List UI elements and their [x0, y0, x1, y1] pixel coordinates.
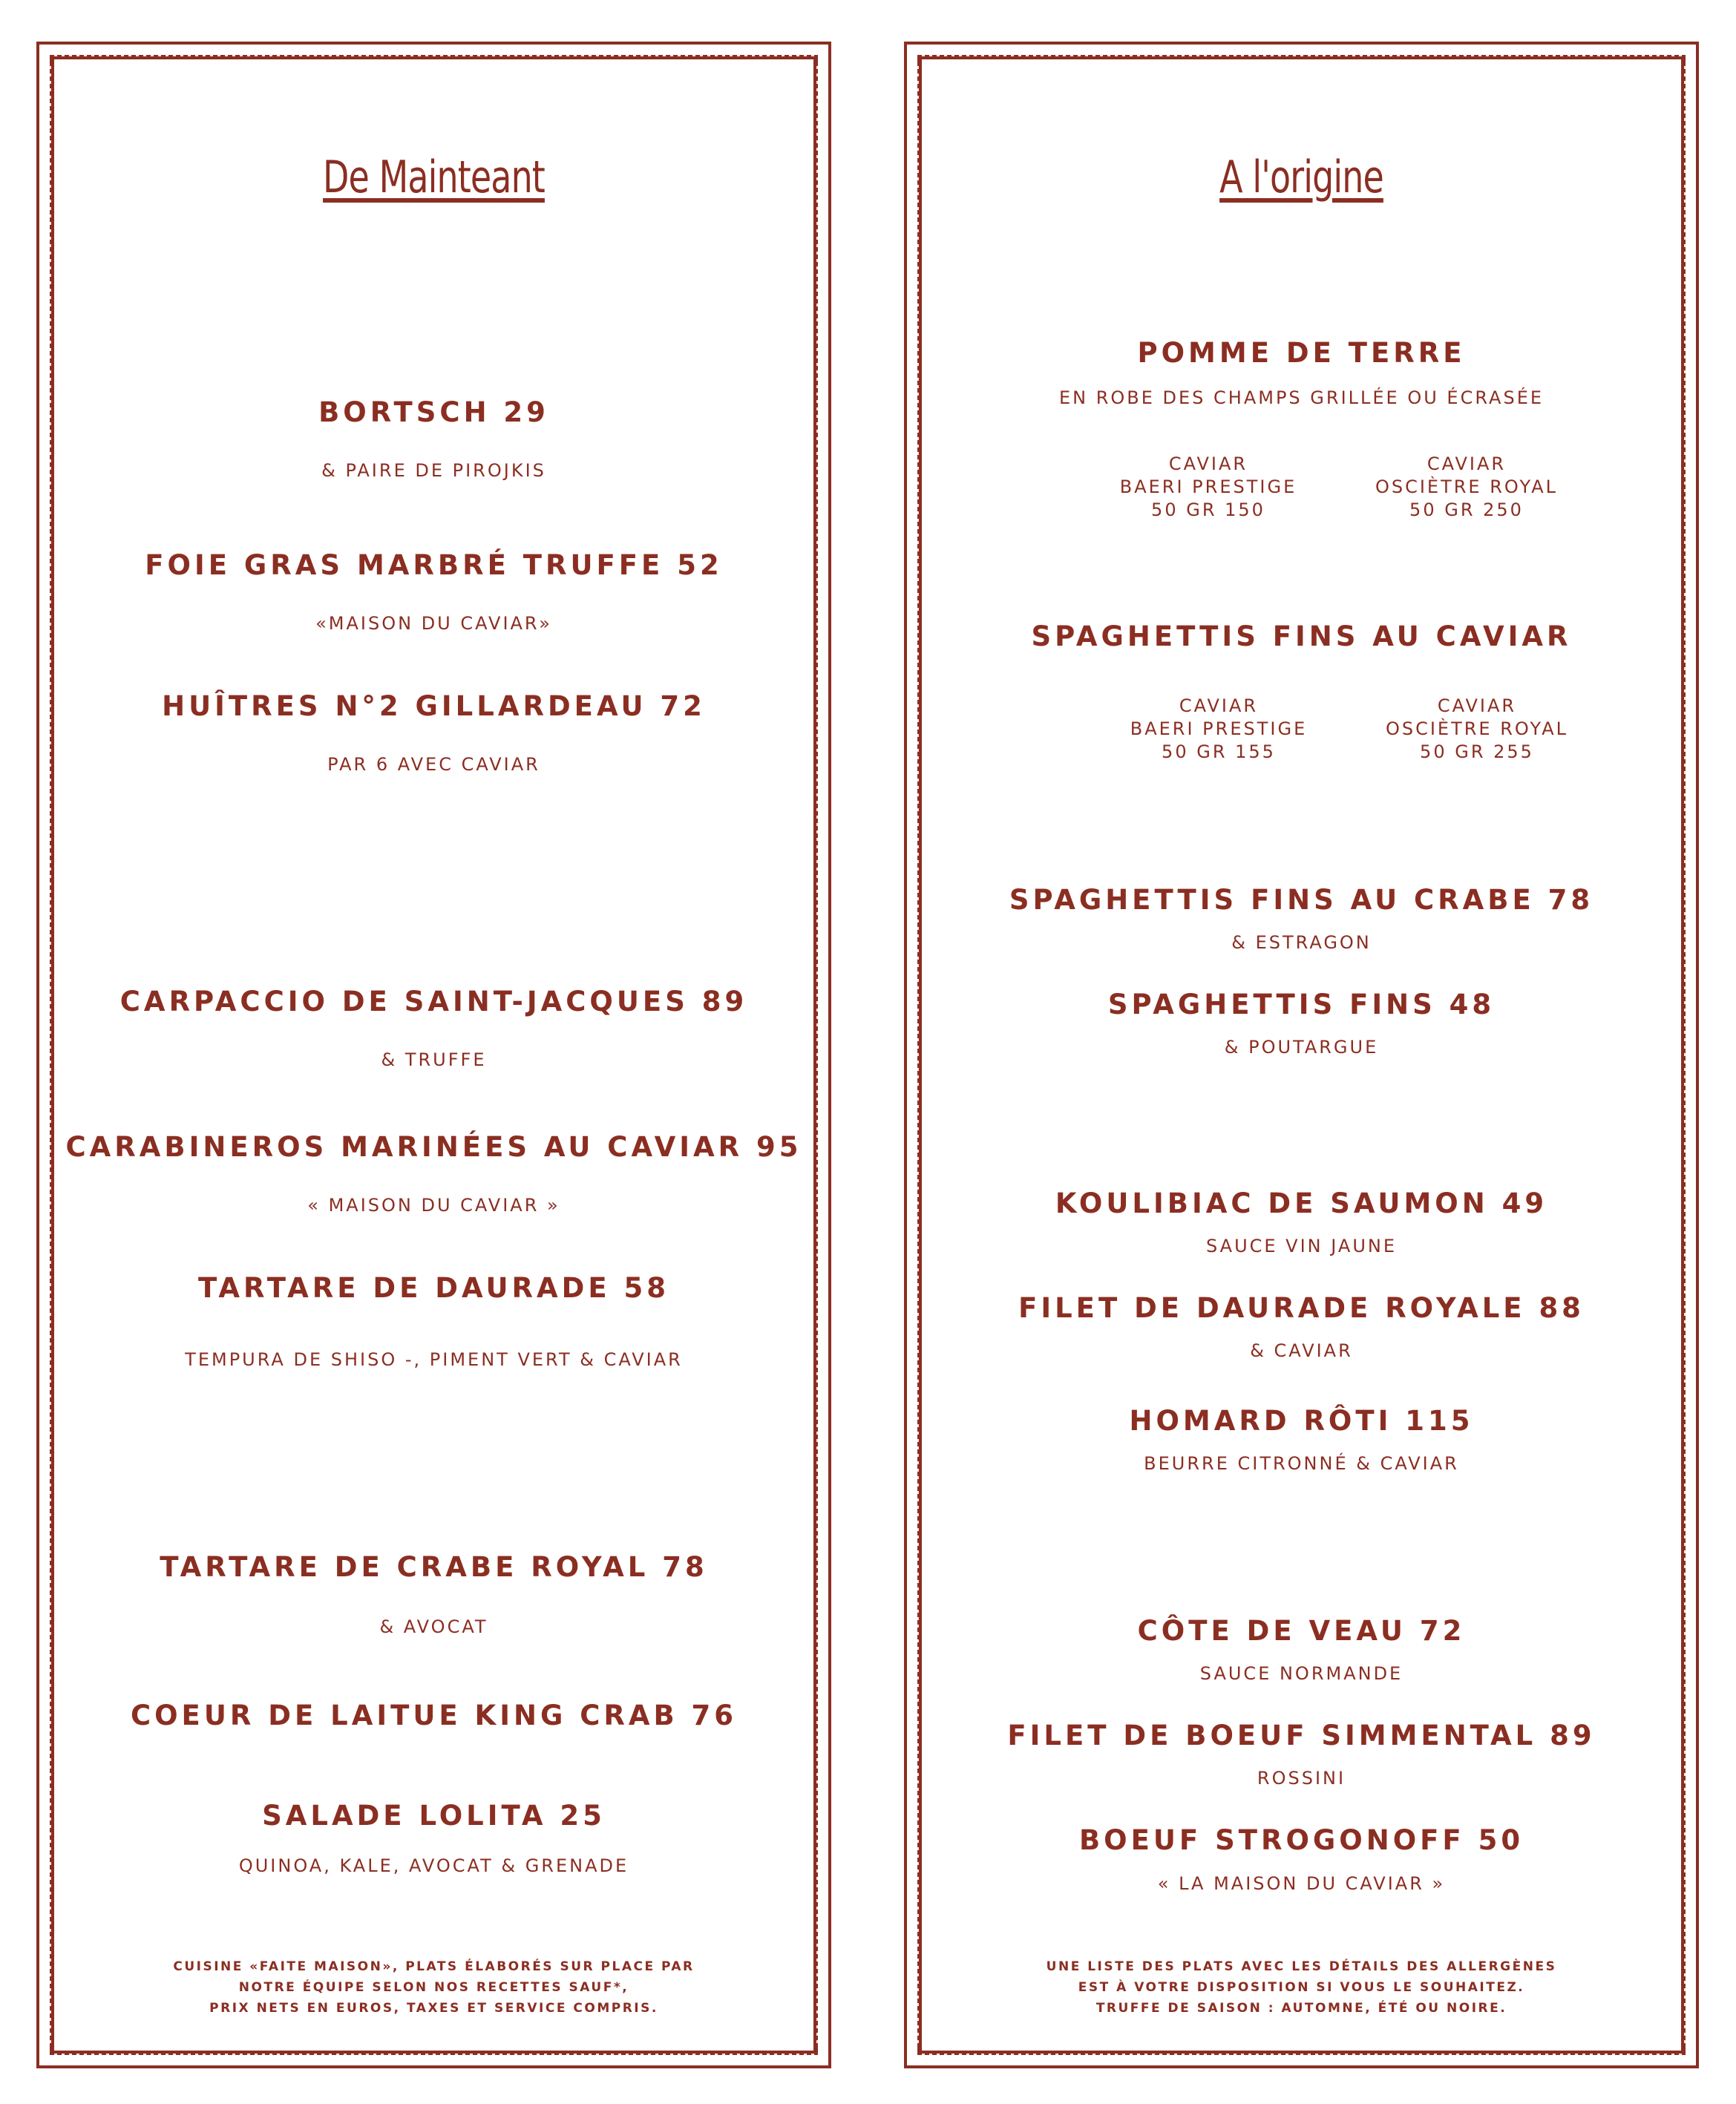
menu-item-name: SALADE LOLITA 25 [262, 1800, 606, 1832]
menu-item-name: COEUR DE LAITUE KING CRAB 76 [130, 1700, 738, 1731]
menu-item-name: POMME DE TERRE [1137, 337, 1466, 369]
footer-line: NOTRE ÉQUIPE SELON NOS RECETTES SAUF*, [238, 1980, 629, 1995]
menu-item-name: SPAGHETTIS FINS AU CRABE 78 [1009, 884, 1594, 916]
menu-item-desc: PAR 6 AVEC CAVIAR [327, 754, 540, 775]
section-title: A l'origine [1219, 151, 1383, 203]
menu-item-name: CARPACCIO DE SAINT-JACQUES 89 [119, 986, 748, 1017]
menu-item-desc: «MAISON DU CAVIAR» [315, 613, 552, 634]
menu-item-desc: & AVOCAT [379, 1616, 488, 1637]
footer-line: EST À VOTRE DISPOSITION SI VOUS LE SOUHAITEZ. [1078, 1980, 1525, 1995]
menu-item-name: KOULIBIAC DE SAUMON 49 [1055, 1187, 1548, 1219]
menu-item-desc: & POUTARGUE [1224, 1037, 1379, 1058]
menu-item-desc: & TRUFFE [381, 1049, 487, 1070]
option-line: BAERI PRESTIGE [1130, 718, 1308, 739]
menu-item-name: FOIE GRAS MARBRÉ TRUFFE 52 [145, 549, 723, 581]
option-line: CAVIAR [1437, 695, 1517, 716]
section-title: De Mainteant [323, 151, 545, 203]
right-menu-panel [904, 42, 1699, 2068]
menu-item-desc: & CAVIAR [1250, 1340, 1353, 1361]
menu-item-name: HUÎTRES N°2 GILLARDEAU 72 [162, 690, 706, 722]
footer-line: TRUFFE DE SAISON : AUTOMNE, ÉTÉ OU NOIRE. [1095, 2001, 1507, 2016]
menu-item-name: CARABINEROS MARINÉES AU CAVIAR 95 [65, 1131, 802, 1163]
menu-item-desc: « LA MAISON DU CAVIAR » [1157, 1873, 1446, 1894]
menu-item-name: TARTARE DE DAURADE 58 [197, 1272, 670, 1304]
option-line: BAERI PRESTIGE [1119, 476, 1297, 497]
menu-item-name: FILET DE DAURADE ROYALE 88 [1018, 1292, 1585, 1324]
menu-item-name: FILET DE BOEUF SIMMENTAL 89 [1007, 1720, 1596, 1751]
menu-item-name: CÔTE DE VEAU 72 [1137, 1615, 1466, 1647]
menu-item-desc: TEMPURA DE SHISO -, PIMENT VERT & CAVIAR [185, 1349, 683, 1370]
option-price: 50 GR 150 [1151, 499, 1265, 520]
option-line: CAVIAR [1427, 453, 1507, 474]
menu-item-desc: & ESTRAGON [1231, 932, 1372, 953]
option-price: 50 GR 250 [1409, 499, 1524, 520]
footer-line: CUISINE «FAITE MAISON», PLATS ÉLABORÉS SUR PLACE PAR [173, 1959, 695, 1974]
menu-item-desc: ROSSINI [1257, 1768, 1346, 1789]
left-menu-panel [36, 42, 831, 2068]
caviar-option [1075, 453, 1342, 522]
menu-item-desc: BEURRE CITRONNÉ & CAVIAR [1144, 1453, 1459, 1474]
menu-item-desc: EN ROBE DES CHAMPS GRILLÉE OU ÉCRASÉE [1058, 387, 1545, 408]
menu-item-desc: SAUCE NORMANDE [1199, 1663, 1403, 1684]
menu-item-desc: & PAIRE DE PIROJKIS [321, 460, 546, 481]
option-price: 50 GR 255 [1420, 741, 1534, 762]
option-line: CAVIAR [1179, 695, 1259, 716]
option-line: OSCIÈTRE ROYAL [1385, 718, 1569, 739]
menu-item-desc: « MAISON DU CAVIAR » [307, 1195, 560, 1216]
menu-item-desc: QUINOA, KALE, AVOCAT & GRENADE [238, 1855, 629, 1876]
caviar-option [1343, 695, 1611, 764]
caviar-option [1333, 453, 1600, 522]
footer-line: UNE LISTE DES PLATS AVEC LES DÉTAILS DES ALLERGÈNES [1046, 1959, 1557, 1974]
menu-item-name: HOMARD RÔTI 115 [1129, 1405, 1474, 1437]
option-line: OSCIÈTRE ROYAL [1375, 476, 1559, 497]
menu-item-name: SPAGHETTIS FINS AU CAVIAR [1031, 620, 1572, 652]
footer-line: PRIX NETS EN EUROS, TAXES ET SERVICE COMPRIS. [209, 2001, 658, 2016]
menu-item-name: TARTARE DE CRABE ROYAL 78 [160, 1551, 708, 1583]
option-line: CAVIAR [1168, 453, 1248, 474]
menu-item-name: SPAGHETTIS FINS 48 [1107, 989, 1496, 1020]
menu-item-name: BORTSCH 29 [318, 396, 549, 428]
menu-item-name: BOEUF STROGONOFF 50 [1078, 1824, 1524, 1856]
caviar-option [1085, 695, 1352, 764]
option-price: 50 GR 155 [1162, 741, 1276, 762]
menu-item-desc: SAUCE VIN JAUNE [1205, 1236, 1398, 1256]
